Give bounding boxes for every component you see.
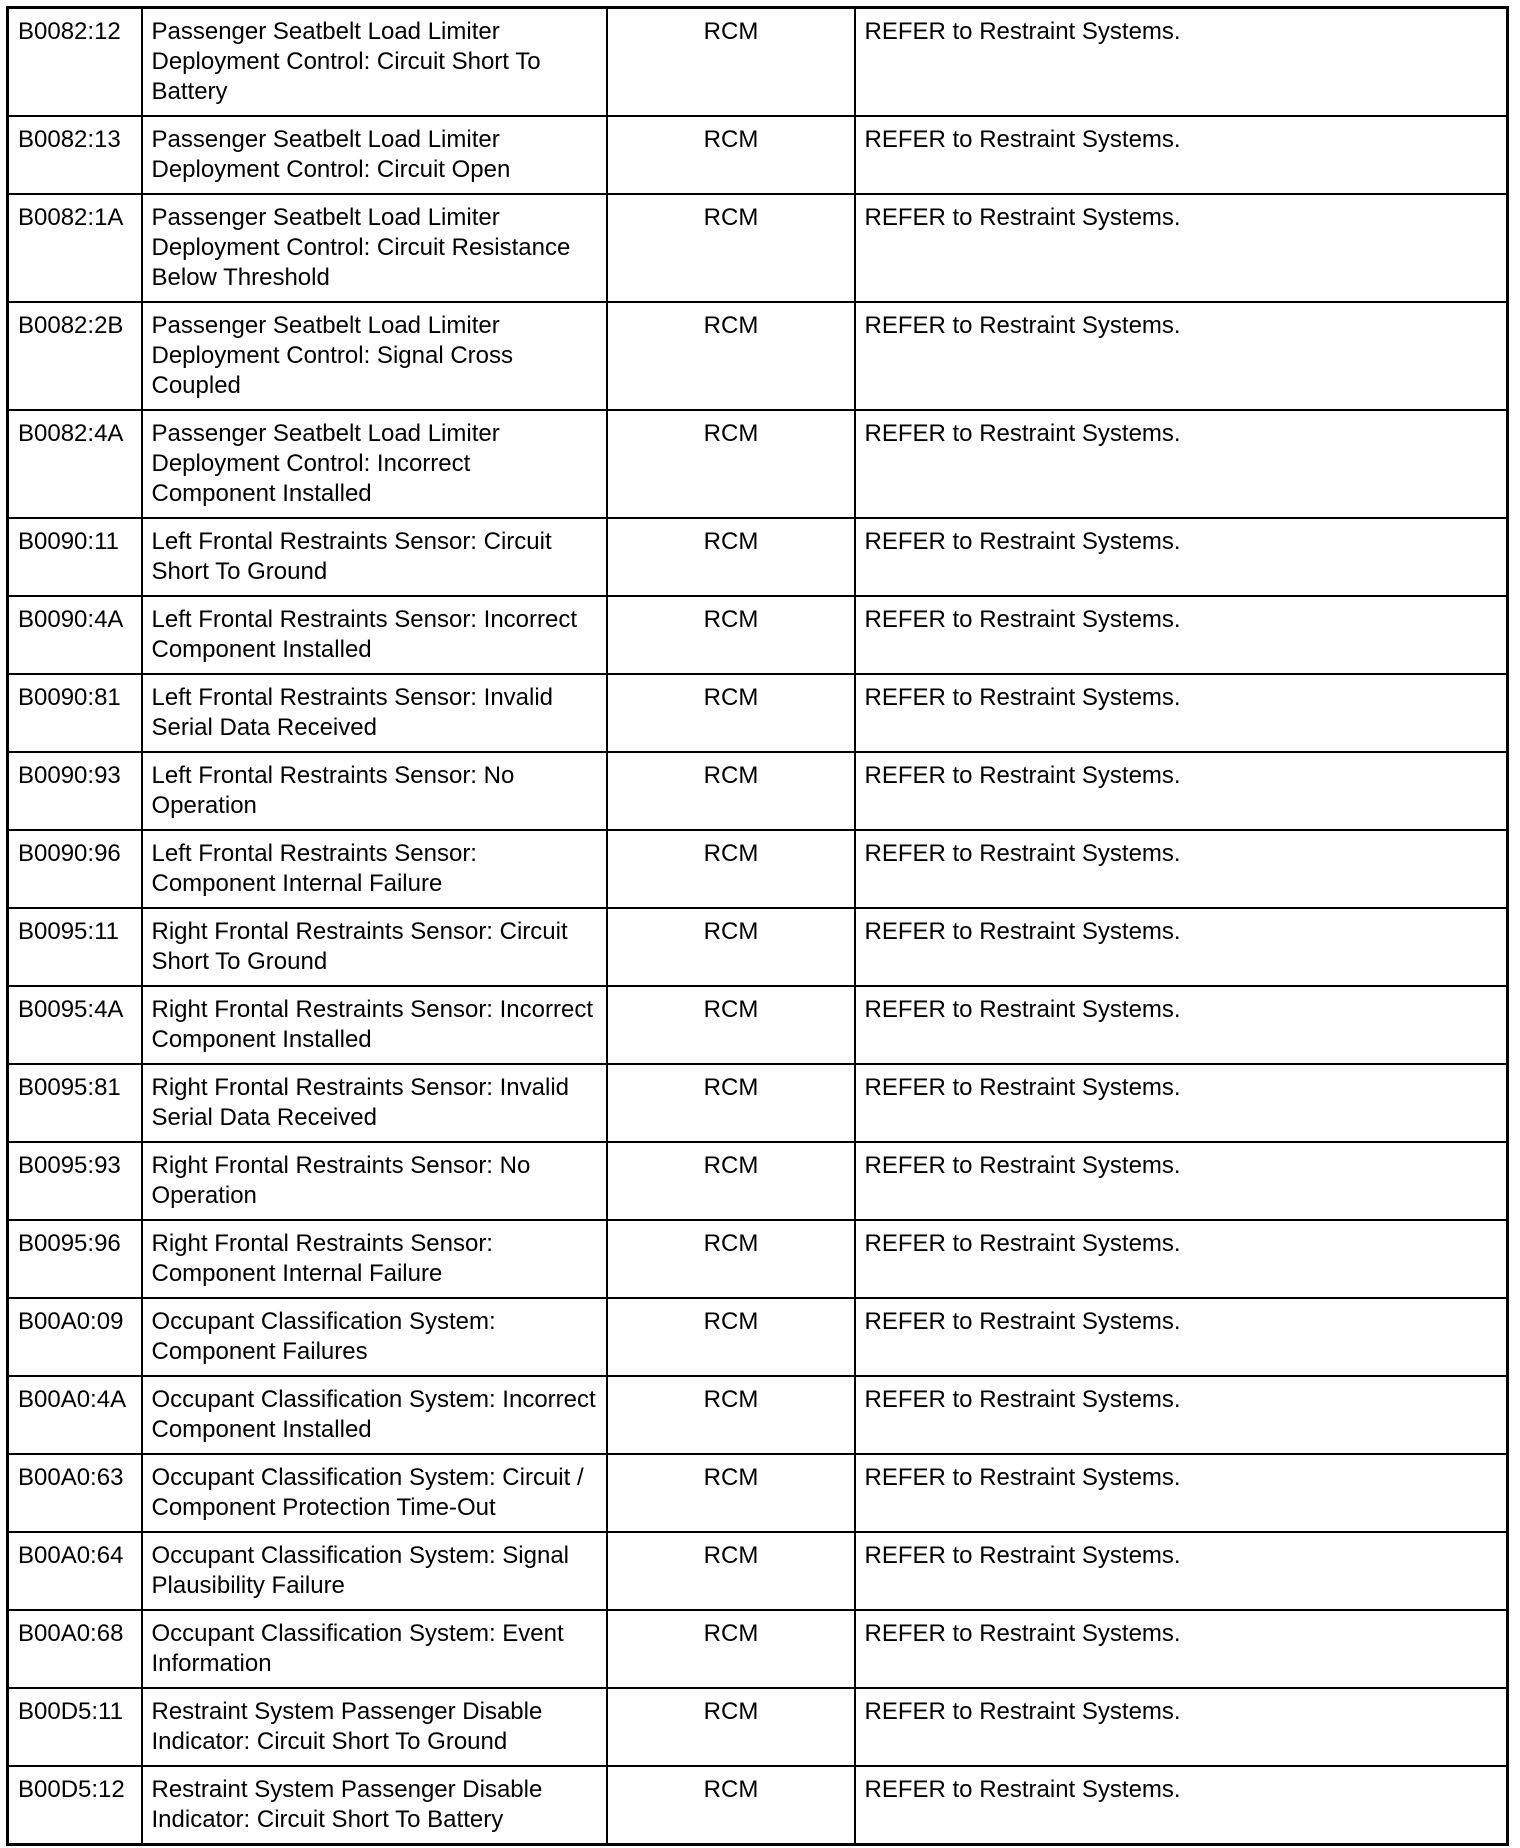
dtc-action-cell: REFER to Restraint Systems. — [855, 674, 1508, 752]
dtc-module-cell: RCM — [607, 830, 855, 908]
table-row — [8, 1376, 1508, 1454]
dtc-description-cell: Passenger Seatbelt Load Limiter Deployment Control: Circuit Resistance Below Threshold — [142, 194, 607, 302]
dtc-description-cell: Occupant Classification System: Circuit / Component Protection Time-Out — [142, 1454, 607, 1532]
dtc-module-cell: RCM — [607, 596, 855, 674]
dtc-module-cell: RCM — [607, 1064, 855, 1142]
table-row — [8, 1766, 1508, 1845]
dtc-action-cell: REFER to Restraint Systems. — [855, 302, 1508, 410]
dtc-action-cell: REFER to Restraint Systems. — [855, 1064, 1508, 1142]
dtc-description-cell: Restraint System Passenger Disable Indicator: Circuit Short To Ground — [142, 1688, 607, 1766]
dtc-module-cell: RCM — [607, 194, 855, 302]
table-row — [8, 116, 1508, 194]
dtc-description-cell: Passenger Seatbelt Load Limiter Deployment Control: Circuit Open — [142, 116, 607, 194]
dtc-action-cell: REFER to Restraint Systems. — [855, 596, 1508, 674]
dtc-action-cell: REFER to Restraint Systems. — [855, 194, 1508, 302]
dtc-description-cell: Right Frontal Restraints Sensor: Incorrect Component Installed — [142, 986, 607, 1064]
table-row — [8, 518, 1508, 596]
dtc-description-cell: Passenger Seatbelt Load Limiter Deployment Control: Circuit Short To Battery — [142, 8, 607, 117]
table-row — [8, 1298, 1508, 1376]
dtc-description-cell: Right Frontal Restraints Sensor: Component Internal Failure — [142, 1220, 607, 1298]
dtc-action-cell: REFER to Restraint Systems. — [855, 410, 1508, 518]
dtc-description-cell: Occupant Classification System: Event Information — [142, 1610, 607, 1688]
dtc-description-cell: Right Frontal Restraints Sensor: No Operation — [142, 1142, 607, 1220]
dtc-module-cell: RCM — [607, 302, 855, 410]
table-row — [8, 596, 1508, 674]
dtc-code-cell: B00A0:68 — [8, 1610, 142, 1688]
dtc-action-cell: REFER to Restraint Systems. — [855, 1454, 1508, 1532]
table-row — [8, 1064, 1508, 1142]
dtc-code-cell: B00A0:64 — [8, 1532, 142, 1610]
table-row — [8, 752, 1508, 830]
dtc-code-cell: B0090:11 — [8, 518, 142, 596]
dtc-code-cell: B0082:13 — [8, 116, 142, 194]
dtc-module-cell: RCM — [607, 1142, 855, 1220]
dtc-action-cell: REFER to Restraint Systems. — [855, 1688, 1508, 1766]
table-row — [8, 1688, 1508, 1766]
dtc-code-cell: B0082:1A — [8, 194, 142, 302]
dtc-action-cell: REFER to Restraint Systems. — [855, 1766, 1508, 1845]
dtc-code-cell: B0082:2B — [8, 302, 142, 410]
dtc-description-cell: Left Frontal Restraints Sensor: Circuit Short To Ground — [142, 518, 607, 596]
table-row — [8, 194, 1508, 302]
dtc-module-cell: RCM — [607, 908, 855, 986]
dtc-module-cell: RCM — [607, 986, 855, 1064]
dtc-description-cell: Left Frontal Restraints Sensor: Incorrect Component Installed — [142, 596, 607, 674]
table-row — [8, 410, 1508, 518]
dtc-action-cell: REFER to Restraint Systems. — [855, 752, 1508, 830]
dtc-module-cell: RCM — [607, 1376, 855, 1454]
dtc-description-cell: Right Frontal Restraints Sensor: Invalid Serial Data Received — [142, 1064, 607, 1142]
dtc-module-cell: RCM — [607, 116, 855, 194]
dtc-action-cell: REFER to Restraint Systems. — [855, 1142, 1508, 1220]
table-row — [8, 986, 1508, 1064]
table-row — [8, 830, 1508, 908]
dtc-action-cell: REFER to Restraint Systems. — [855, 1376, 1508, 1454]
dtc-description-cell: Passenger Seatbelt Load Limiter Deployment Control: Signal Cross Coupled — [142, 302, 607, 410]
table-row — [8, 1610, 1508, 1688]
dtc-action-cell: REFER to Restraint Systems. — [855, 908, 1508, 986]
table-row — [8, 1220, 1508, 1298]
dtc-description-cell: Occupant Classification System: Signal Plausibility Failure — [142, 1532, 607, 1610]
dtc-description-cell: Restraint System Passenger Disable Indicator: Circuit Short To Battery — [142, 1766, 607, 1845]
table-row — [8, 674, 1508, 752]
dtc-code-cell: B0095:4A — [8, 986, 142, 1064]
table-row — [8, 1454, 1508, 1532]
dtc-action-cell: REFER to Restraint Systems. — [855, 116, 1508, 194]
dtc-description-cell: Left Frontal Restraints Sensor: No Operation — [142, 752, 607, 830]
dtc-action-cell: REFER to Restraint Systems. — [855, 830, 1508, 908]
dtc-description-cell: Right Frontal Restraints Sensor: Circuit Short To Ground — [142, 908, 607, 986]
dtc-module-cell: RCM — [607, 1688, 855, 1766]
dtc-module-cell: RCM — [607, 1298, 855, 1376]
dtc-module-cell: RCM — [607, 410, 855, 518]
table-row — [8, 1532, 1508, 1610]
dtc-code-cell: B00A0:63 — [8, 1454, 142, 1532]
dtc-action-cell: REFER to Restraint Systems. — [855, 1532, 1508, 1610]
dtc-action-cell: REFER to Restraint Systems. — [855, 1610, 1508, 1688]
dtc-code-cell: B0082:12 — [8, 8, 142, 117]
dtc-code-cell: B00D5:12 — [8, 1766, 142, 1845]
dtc-module-cell: RCM — [607, 8, 855, 117]
table-row — [8, 908, 1508, 986]
dtc-action-cell: REFER to Restraint Systems. — [855, 986, 1508, 1064]
table-row — [8, 302, 1508, 410]
dtc-description-cell: Occupant Classification System: Incorrect Component Installed — [142, 1376, 607, 1454]
dtc-code-cell: B00D5:11 — [8, 1688, 142, 1766]
dtc-code-cell: B0095:93 — [8, 1142, 142, 1220]
dtc-module-cell: RCM — [607, 752, 855, 830]
dtc-module-cell: RCM — [607, 1220, 855, 1298]
dtc-table — [6, 6, 1509, 1846]
dtc-action-cell: REFER to Restraint Systems. — [855, 1220, 1508, 1298]
dtc-code-cell: B0090:4A — [8, 596, 142, 674]
dtc-description-cell: Occupant Classification System: Component Failures — [142, 1298, 607, 1376]
dtc-code-cell: B00A0:4A — [8, 1376, 142, 1454]
dtc-code-cell: B0095:81 — [8, 1064, 142, 1142]
dtc-action-cell: REFER to Restraint Systems. — [855, 8, 1508, 117]
dtc-action-cell: REFER to Restraint Systems. — [855, 518, 1508, 596]
dtc-description-cell: Passenger Seatbelt Load Limiter Deployment Control: Incorrect Component Installed — [142, 410, 607, 518]
table-row — [8, 8, 1508, 117]
dtc-module-cell: RCM — [607, 518, 855, 596]
dtc-code-cell: B0095:11 — [8, 908, 142, 986]
table-row — [8, 1142, 1508, 1220]
dtc-table-body — [8, 8, 1508, 1845]
dtc-module-cell: RCM — [607, 1532, 855, 1610]
dtc-code-cell: B0090:96 — [8, 830, 142, 908]
dtc-module-cell: RCM — [607, 1766, 855, 1845]
dtc-module-cell: RCM — [607, 1610, 855, 1688]
dtc-description-cell: Left Frontal Restraints Sensor: Invalid Serial Data Received — [142, 674, 607, 752]
dtc-code-cell: B0095:96 — [8, 1220, 142, 1298]
dtc-module-cell: RCM — [607, 1454, 855, 1532]
dtc-code-cell: B0082:4A — [8, 410, 142, 518]
dtc-table-container — [6, 6, 1506, 1846]
dtc-module-cell: RCM — [607, 674, 855, 752]
dtc-action-cell: REFER to Restraint Systems. — [855, 1298, 1508, 1376]
dtc-code-cell: B0090:81 — [8, 674, 142, 752]
dtc-code-cell: B00A0:09 — [8, 1298, 142, 1376]
dtc-description-cell: Left Frontal Restraints Sensor: Component Internal Failure — [142, 830, 607, 908]
dtc-code-cell: B0090:93 — [8, 752, 142, 830]
